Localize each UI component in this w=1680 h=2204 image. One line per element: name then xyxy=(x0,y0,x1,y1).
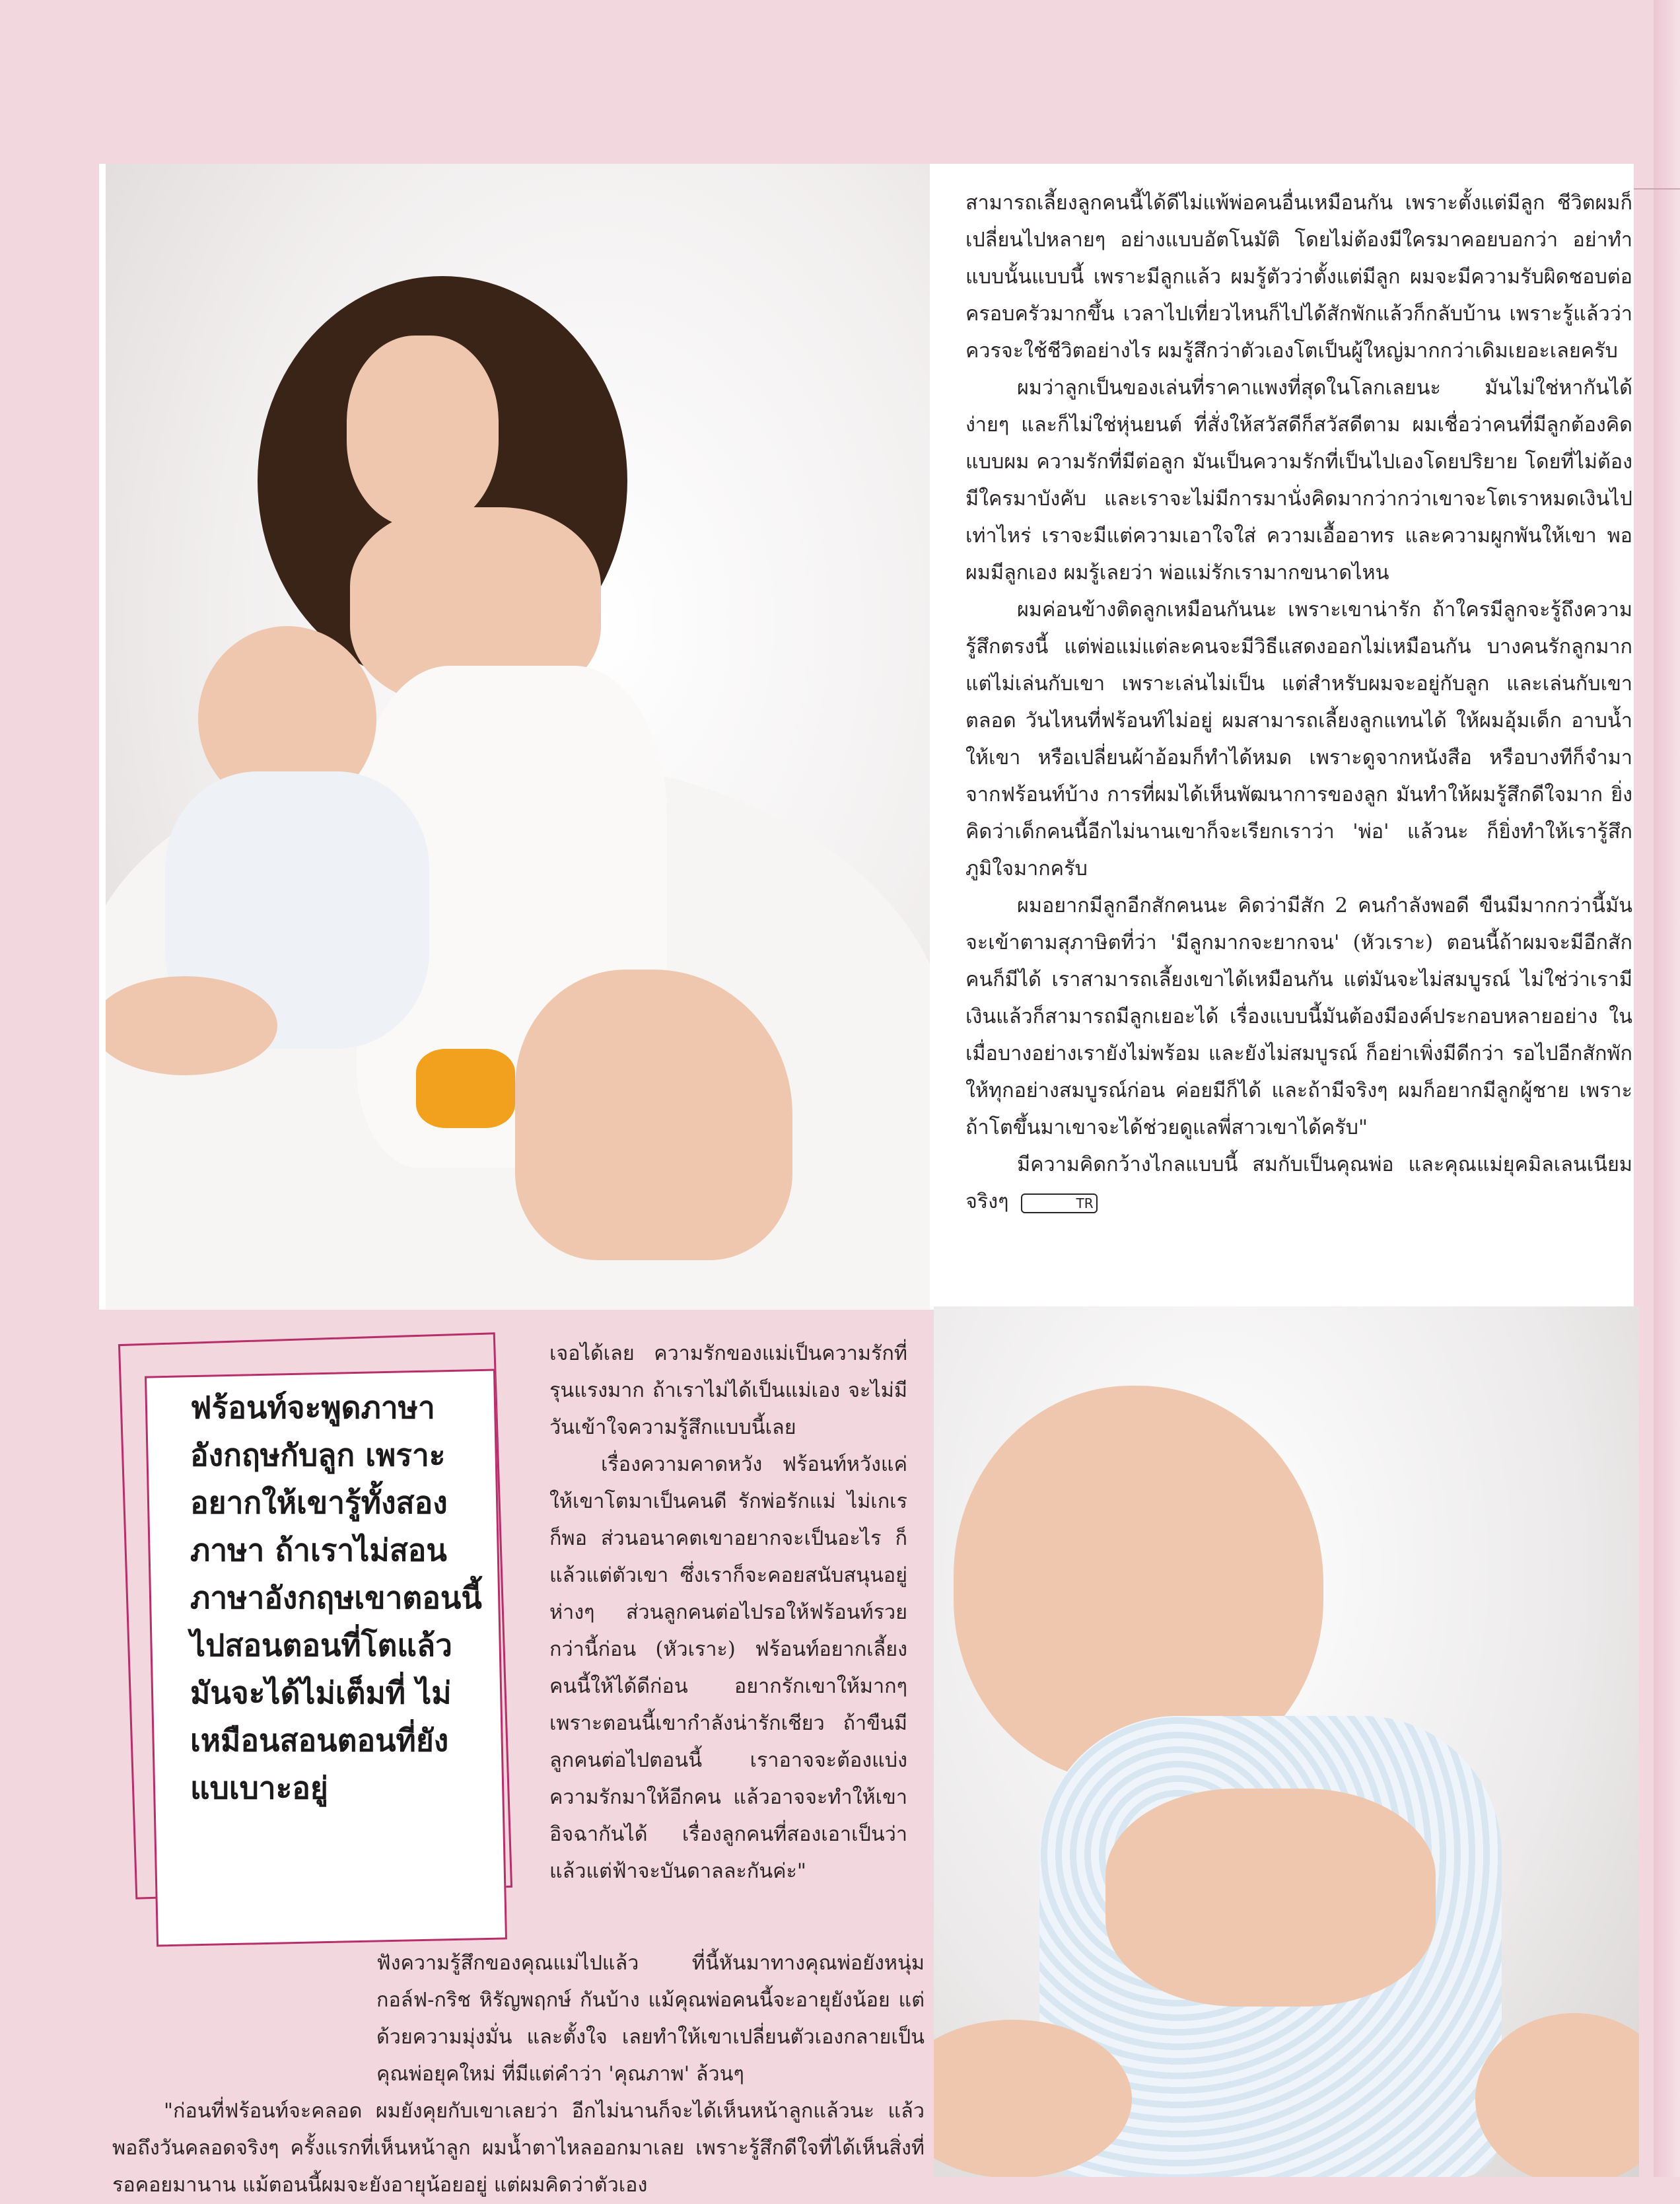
paragraph: "ก่อนที่ฟร้อนท์จะคลอด ผมยังคุยกับเขาเลยว่า อีกไม่นานก็จะได้เห็นหน้าลูกแล้วนะ แล้วพอถึงวันคลอดจริงๆ ครั้งแรกที่เห็นหน้าลูก ผมน้ำตาไหลออกมาเลย เพราะรู้สึกดีใจที่ได้เห็นสิ่งที่รอคอยมานาน แม้ตอนนี้ผมจะยังอายุน้อยอยู่ แต่ผมคิดว่าตัวเอง xyxy=(112,2100,925,2197)
paragraph: ผมว่าลูกเป็นของเล่นที่ราคาแพงที่สุดในโลกเลยนะ มันไม่ใช่หากันได้ง่ายๆ และก็ไม่ใช่หุ่นยนต์ ที่สั่งให้สวัสดีก็สวัสดีตาม ผมเชื่อว่าคนที่มีลูกต้องคิดแบบผม ความรักที่มีต่อลูก มันเป็นความรักที่เป็นไปเองโดยปริยาย โดยที่ไม่ต้องมีใครมาบังคับ และเราจะไม่มีการมานั่งคิดมากว่ากว่าเขาจะโตเราหมดเงินไปเท่าไหร่ เราจะมีแต่ความเอาใจใส่ ความเอื้ออาทร และความผูกพันให้เขา พอผมมีลูกเอง ผมรู้เลยว่า พ่อแม่รักเรามากขนาดไหน xyxy=(965,376,1632,585)
paragraph: สามารถเลี้ยงลูกคนนี้ได้ดีไม่แพ้พ่อคนอื่นเหมือนกัน เพราะตั้งแต่มีลูก ชีวิตผมก็เปลี่ยนไปหลายๆ อย่างแบบอัตโนมัติ โดยไม่ต้องมีใครมาคอยบอกว่า อย่าทำแบบนั้นแบบนี้ เพราะมีลูกแล้ว ผมรู้ตัวว่าตั้งแต่มีลูก ผมจะมีความรับผิดชอบต่อครอบครัวมากขึ้น เวลาไปเที่ยวไหนก็ไปได้สักพักแล้วก็กลับบ้าน เพราะรู้แล้วว่าควรจะใช้ชีวิตอย่างไร ผมรู้สึกว่าตัวเองโตเป็นผู้ใหญ่มากกว่าเดิมเยอะเลยครับ xyxy=(965,192,1632,363)
baby-arms xyxy=(1105,1789,1436,2007)
orange-toy xyxy=(416,1049,515,1128)
end-mark: TR xyxy=(1021,1193,1098,1213)
photo-mother-and-baby xyxy=(106,164,930,1310)
closing-text: มีความคิดกว้างไกลแบบนี้ สมกับเป็นคุณพ่อ และคุณแม่ยุคมิลเลนเนียมจริงๆ xyxy=(965,1153,1632,1213)
paragraph-closing xyxy=(965,1147,1632,1221)
article-bottom-column xyxy=(112,1945,925,2204)
paragraph: ผมอยากมีลูกอีกสักคนนะ คิดว่ามีสัก 2 คนกำลังพอดี ขืนมีมากกว่านี้มันจะเข้าตามสุภาษิตที่ว่า 'มีลูกมากจะยากจน' (หัวเราะ) ตอนนี้ถ้าผมจะมีอีกสักคนก็มีได้ เราสามารถเลี้ยงเขาได้เหมือนกัน แต่มันจะไม่สมบูรณ์ ไม่ใช่ว่าเรามีเงินแล้วก็สามารถมีลูกเยอะได้ เรื่องแบบนี้มันต้องมีองค์ประกอบหลายอย่าง ในเมื่อบางอย่างเรายังไม่พร้อม และยังไม่สมบูรณ์ ก็อย่าเพิ่งมีดีกว่า รอไปอีกสักพักให้ทุกอย่างสมบูรณ์ก่อน ค่อยมีก็ได้ และถ้ามีจริงๆ ผมก็อยากมีลูกผู้ชาย เพราะถ้าโตขึ้นมาเขาจะได้ช่วยดูแลพี่สาวเขาได้ครับ" xyxy=(965,894,1632,1139)
photo-baby xyxy=(934,1306,1639,2177)
mother-face xyxy=(347,336,499,527)
article-middle-column xyxy=(549,1335,907,1890)
mother-leg xyxy=(515,970,792,1260)
paragraph: เจอได้เลย ความรักของแม่เป็นความรักที่รุนแรงมาก ถ้าเราไม่ได้เป็นแม่เอง จะไม่มีวันเข้าใจความรู้สึกแบบนี้เลย xyxy=(549,1342,907,1439)
article-right-column xyxy=(965,185,1632,1221)
pull-quote: ฟร้อนท์จะพูดภาษาอังกฤษกับลูก เพราะอยากให้เขารู้ทั้งสองภาษา ถ้าเราไม่สอนภาษาอังกฤษเขาตอนนี้ ไปสอนตอนที่โตแล้ว มันจะได้ไม่เต็มที่ ไม่เหมือนสอนตอนที่ยังแบเบาะอยู่ xyxy=(190,1390,482,1806)
paragraph: ผมค่อนข้างติดลูกเหมือนกันนะ เพราะเขาน่ารัก ถ้าใครมีลูกจะรู้ถึงความรู้สึกตรงนี้ แต่พ่อแม่แต่ละคนจะมีวิธีแสดงออกไม่เหมือนกัน บางคนรักลูกมากแต่ไม่เล่นกับเขา เพราะเล่นไม่เป็น แต่สำหรับผมจะอยู่กับลูก และเล่นกับเขาตลอด วันไหนที่ฟร้อนท์ไม่อยู่ ผมสามารถเลี้ยงลูกแทนได้ ให้ผมอุ้มเด็ก อาบน้ำให้เขา หรือเปลี่ยนผ้าอ้อมก็ทำได้หมด เพราะดูจากหนังสือ หรือบางทีก็จำมาจากฟร้อนท์บ้าง การที่ผมได้เห็นพัฒนาการของลูก มันทำให้ผมรู้สึกดีใจมาก ยิ่งคิดว่าเด็กคนนี้อีกไม่นานเขาก็จะเรียกเราว่า 'พ่อ' แล้วนะ ก็ยิ่งทำให้เรารู้สึกภูมิใจมากครับ xyxy=(965,598,1632,880)
paragraph: ฟังความรู้สึกของคุณแม่ไปแล้ว ที่นี้หันมาทางคุณพ่อยังหนุ่ม กอล์ฟ-กริช หิรัญพฤกษ์ กันบ้าง แม้คุณพ่อคนนี้จะอายุยังน้อย แต่ด้วยความมุ่งมั่น และตั้งใจ เลยทำให้เขาเปลี่ยนตัวเองกลายเป็นคุณพ่อยุคใหม่ ที่มีแต่คำว่า 'คุณภาพ' ล้วนๆ xyxy=(376,1952,925,2086)
paragraph: เรื่องความคาดหวัง ฟร้อนท์หวังแค่ให้เขาโตมาเป็นคนดี รักพ่อรักแม่ ไม่เกเรก็พอ ส่วนอนาคตเขาอยากจะเป็นอะไร ก็แล้วแต่ตัวเขา ซึ่งเราก็จะคอยสนับสนุนอยู่ห่างๆ ส่วนลูกคนต่อไปรอให้ฟร้อนท์รวยกว่านี้ก่อน (หัวเราะ) ฟร้อนท์อยากเลี้ยงคนนี้ให้ได้ดีก่อน อยากรักเขาให้มากๆ เพราะตอนนี้เขากำลังน่ารักเชียว ถ้าขืนมีลูกคนต่อไปตอนนี้ เราอาจจะต้องแบ่งความรักมาให้อีกคน แล้วอาจจะทำให้เขาอิจฉากันได้ เรื่องลูกคนที่สองเอาเป็นว่าแล้วแต่ฟ้าจะบันดาลละกันค่ะ" xyxy=(549,1453,907,1883)
fold-line xyxy=(1634,188,1680,190)
page-fold xyxy=(1654,0,1680,2177)
